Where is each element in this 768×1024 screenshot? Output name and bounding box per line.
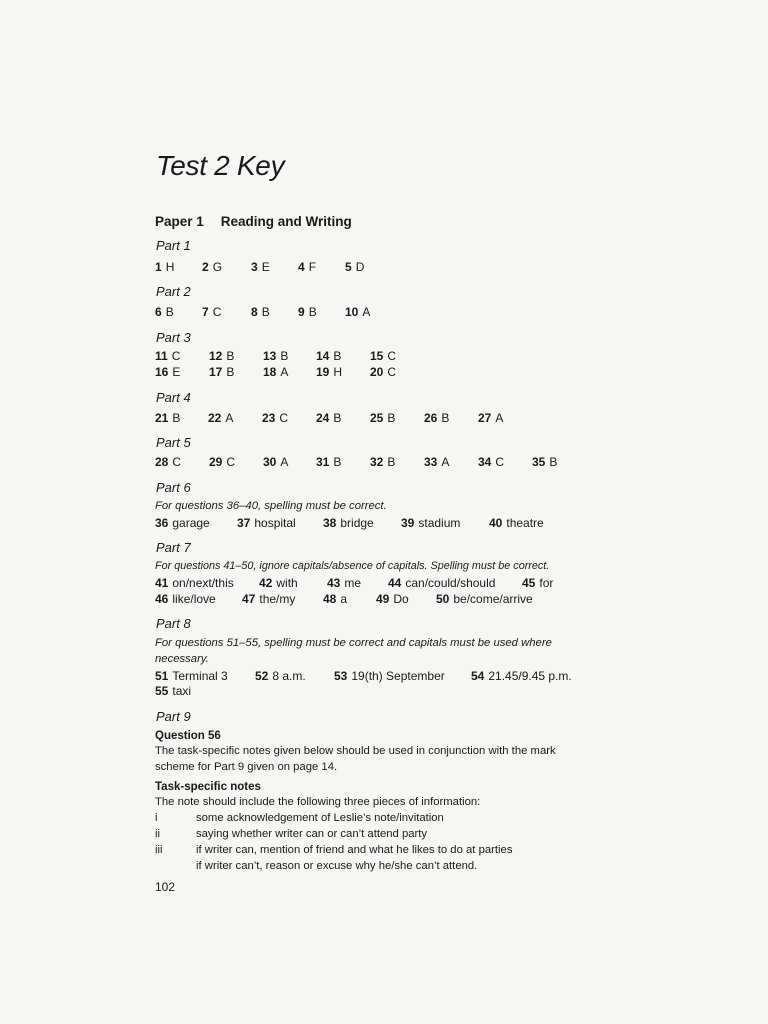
answer-number: 4 <box>298 260 305 274</box>
answer-item <box>202 260 222 274</box>
answer-value: E <box>172 365 181 379</box>
answer-value: D <box>355 260 365 274</box>
answer-value: be/come/arrive <box>453 592 533 606</box>
part-3-heading: Part 3 <box>156 330 191 345</box>
answer-item <box>251 260 270 274</box>
answer-number: 35 <box>532 455 546 469</box>
list-item-text: saying whether writer can or can’t attend party <box>196 828 428 840</box>
answer-value: on/next/this <box>172 576 234 590</box>
answer-number: 36 <box>155 516 169 530</box>
answer-number: 18 <box>263 365 277 379</box>
answer-value: H <box>165 260 175 274</box>
answer-number: 43 <box>327 576 341 590</box>
part-8-note-line-2: necessary. <box>155 653 209 665</box>
answer-item <box>263 455 288 469</box>
paper-heading <box>155 214 352 229</box>
part-7-note: For questions 41–50, ignore capitals/absence of capitals. Spelling must be correct. <box>155 560 550 572</box>
answer-item <box>155 260 174 274</box>
list-item-text: if writer can, mention of friend and what he likes to do at parties <box>196 844 513 856</box>
answer-value: stadium <box>418 516 461 530</box>
answer-item <box>316 411 341 425</box>
answer-value: C <box>212 305 222 319</box>
answer-value: 8 a.m. <box>272 669 306 683</box>
list-item-number: iii <box>155 844 163 856</box>
answer-value: B <box>226 349 235 363</box>
answer-number: 26 <box>424 411 438 425</box>
answer-item <box>155 411 180 425</box>
answer-item <box>209 365 234 379</box>
answer-value: A <box>225 411 234 425</box>
answer-number: 21 <box>155 411 169 425</box>
answer-value: E <box>261 260 270 274</box>
answer-item <box>522 576 553 590</box>
answer-number: 12 <box>209 349 223 363</box>
answer-value: me <box>344 576 362 590</box>
answer-value: B <box>280 349 289 363</box>
answer-item <box>251 305 270 319</box>
answer-number: 5 <box>345 260 352 274</box>
answer-item <box>370 365 396 379</box>
part-1-heading: Part 1 <box>156 238 191 253</box>
answer-number: 42 <box>259 576 273 590</box>
answer-number: 3 <box>251 260 258 274</box>
answer-item <box>155 669 228 683</box>
paper-name: Reading and Writing <box>220 214 352 229</box>
answer-item <box>255 669 306 683</box>
list-item-number: ii <box>155 828 161 840</box>
answer-value: bridge <box>340 516 374 530</box>
answer-item <box>388 576 495 590</box>
answer-value: for <box>539 576 554 590</box>
answer-number: 8 <box>251 305 258 319</box>
answer-value: hospital <box>254 516 296 530</box>
answer-number: 14 <box>316 349 330 363</box>
answer-value: 19(th) September <box>351 669 445 683</box>
answer-number: 31 <box>316 455 330 469</box>
answer-number: 48 <box>323 592 337 606</box>
part-9-intro-line-1: The task-specific notes given below should be used in conjunction with the mark <box>155 745 556 757</box>
list-item-continuation: if writer can’t, reason or excuse why he/she can’t attend. <box>196 860 478 872</box>
list-item-number: i <box>155 812 158 824</box>
part-7-heading: Part 7 <box>156 540 191 555</box>
answer-value: B <box>333 349 342 363</box>
answer-item <box>155 305 174 319</box>
answer-number: 47 <box>242 592 256 606</box>
answer-value: Do <box>393 592 409 606</box>
page-title: Test 2 Key <box>156 150 285 181</box>
answer-value: C <box>387 365 397 379</box>
answer-number: 51 <box>155 669 169 683</box>
answer-number: 55 <box>155 684 169 698</box>
answer-number: 50 <box>436 592 450 606</box>
answer-number: 25 <box>370 411 384 425</box>
answer-value: H <box>333 365 343 379</box>
answer-item <box>242 592 295 606</box>
question-heading: Question 56 <box>155 730 221 742</box>
answer-value: B <box>333 455 342 469</box>
answer-value: B <box>308 305 317 319</box>
answer-item <box>155 349 180 363</box>
answer-item <box>370 349 396 363</box>
answer-number: 45 <box>522 576 536 590</box>
answer-value: C <box>226 455 236 469</box>
answer-item <box>208 411 233 425</box>
answer-number: 54 <box>471 669 485 683</box>
answer-number: 17 <box>209 365 223 379</box>
answer-value: B <box>387 411 396 425</box>
part-9-intro-line-2: scheme for Part 9 given on page 14. <box>155 761 338 773</box>
answer-item <box>316 455 341 469</box>
answer-value: B <box>172 411 181 425</box>
answer-number: 10 <box>345 305 359 319</box>
answer-number: 6 <box>155 305 162 319</box>
answer-number: 41 <box>155 576 169 590</box>
answer-item <box>202 305 221 319</box>
answer-item <box>155 455 181 469</box>
task-notes-heading: Task-specific notes <box>155 781 261 793</box>
answer-item <box>370 411 395 425</box>
answer-value: A <box>495 411 504 425</box>
answer-value: B <box>333 411 342 425</box>
answer-number: 37 <box>237 516 251 530</box>
answer-number: 53 <box>334 669 348 683</box>
paper-label: Paper 1 <box>155 214 204 229</box>
answer-value: C <box>279 411 289 425</box>
part-6-heading: Part 6 <box>156 480 191 495</box>
answer-value: Terminal 3 <box>172 669 228 683</box>
answer-value: like/love <box>172 592 216 606</box>
answer-item <box>316 365 342 379</box>
answer-value: with <box>276 576 298 590</box>
answer-number: 24 <box>316 411 330 425</box>
answer-number: 22 <box>208 411 222 425</box>
answer-number: 34 <box>478 455 492 469</box>
answer-value: A <box>280 455 289 469</box>
answer-item <box>323 592 347 606</box>
answer-number: 30 <box>263 455 277 469</box>
answer-value: A <box>280 365 289 379</box>
answer-value: taxi <box>172 684 192 698</box>
answer-item <box>209 349 234 363</box>
part-9-heading: Part 9 <box>156 709 191 724</box>
answer-number: 2 <box>202 260 209 274</box>
answer-item <box>345 305 370 319</box>
answer-item <box>370 455 395 469</box>
part-8-heading: Part 8 <box>156 616 191 631</box>
answer-value: A <box>362 305 371 319</box>
answer-item <box>424 411 449 425</box>
answer-number: 29 <box>209 455 223 469</box>
list-item-text: some acknowledgement of Leslie’s note/invitation <box>196 812 444 824</box>
answer-item <box>316 349 341 363</box>
answer-number: 9 <box>298 305 305 319</box>
answer-item <box>478 455 504 469</box>
answer-number: 27 <box>478 411 492 425</box>
answer-value: C <box>171 349 181 363</box>
answer-item <box>237 516 296 530</box>
answer-number: 39 <box>401 516 415 530</box>
answer-item <box>262 411 288 425</box>
answer-number: 15 <box>370 349 384 363</box>
answer-item <box>334 669 445 683</box>
answer-item <box>478 411 503 425</box>
answer-value: C <box>387 349 397 363</box>
part-4-heading: Part 4 <box>156 390 191 405</box>
answer-item <box>298 260 316 274</box>
answer-item <box>489 516 544 530</box>
answer-value: G <box>212 260 223 274</box>
answer-number: 11 <box>155 349 168 363</box>
answer-value: B <box>226 365 235 379</box>
answer-item <box>424 455 449 469</box>
answer-number: 1 <box>155 260 162 274</box>
answer-number: 52 <box>255 669 269 683</box>
answer-value: C <box>495 455 505 469</box>
answer-value: 21.45/9.45 p.m. <box>488 669 572 683</box>
answer-value: garage <box>172 516 210 530</box>
answer-value: a <box>340 592 348 606</box>
page-number: 102 <box>155 880 176 894</box>
answer-number: 19 <box>316 365 330 379</box>
answer-item <box>155 516 210 530</box>
answer-item <box>323 516 374 530</box>
answer-item <box>259 576 298 590</box>
answer-item <box>155 684 191 698</box>
answer-number: 20 <box>370 365 384 379</box>
answer-value: C <box>172 455 182 469</box>
answer-value: B <box>387 455 396 469</box>
answer-number: 49 <box>376 592 390 606</box>
answer-number: 40 <box>489 516 503 530</box>
answer-item <box>532 455 557 469</box>
part-2-heading: Part 2 <box>156 284 191 299</box>
answer-item <box>298 305 317 319</box>
answer-item <box>155 592 216 606</box>
answer-item <box>155 365 180 379</box>
answer-item <box>436 592 533 606</box>
answer-value: B <box>165 305 174 319</box>
part-6-note: For questions 36–40, spelling must be correct. <box>155 500 387 512</box>
answer-number: 46 <box>155 592 169 606</box>
answer-item <box>376 592 409 606</box>
part-8-note-line-1: For questions 51–55, spelling must be correct and capitals must be used where <box>155 637 552 649</box>
part-5-heading: Part 5 <box>156 435 191 450</box>
answer-number: 33 <box>424 455 438 469</box>
answer-number: 44 <box>388 576 402 590</box>
answer-number: 13 <box>263 349 277 363</box>
answer-value: F <box>308 260 317 274</box>
answer-item <box>401 516 460 530</box>
answer-item <box>471 669 572 683</box>
answer-item <box>155 576 234 590</box>
answer-value: B <box>441 411 450 425</box>
answer-value: B <box>261 305 270 319</box>
answer-item <box>327 576 361 590</box>
answer-number: 16 <box>155 365 169 379</box>
answer-number: 7 <box>202 305 209 319</box>
answer-value: A <box>441 455 450 469</box>
answer-number: 28 <box>155 455 169 469</box>
answer-value: can/could/should <box>405 576 496 590</box>
answer-item <box>263 349 288 363</box>
task-notes-lead: The note should include the following three pieces of information: <box>155 796 481 808</box>
answer-item <box>209 455 235 469</box>
answer-value: B <box>549 455 558 469</box>
answer-number: 38 <box>323 516 337 530</box>
answer-number: 23 <box>262 411 276 425</box>
answer-item <box>263 365 288 379</box>
answer-value: theatre <box>506 516 544 530</box>
answer-item <box>345 260 364 274</box>
answer-number: 32 <box>370 455 384 469</box>
answer-value: the/my <box>259 592 296 606</box>
